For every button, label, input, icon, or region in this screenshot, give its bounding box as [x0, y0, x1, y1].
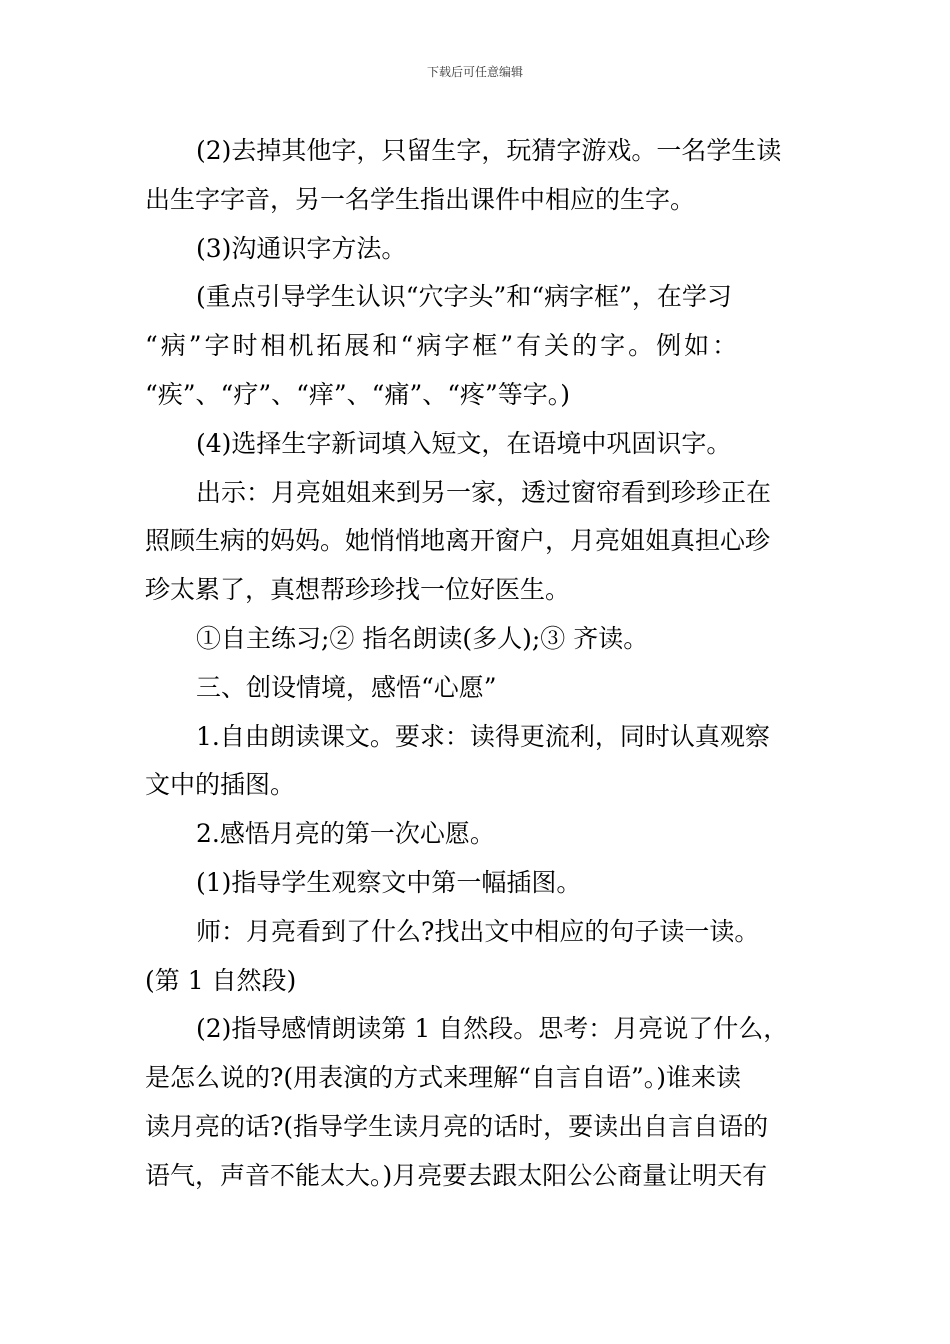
text-line-19: (2)指导感情朗读第 1 自然段。思考：月亮说了什么， [196, 1014, 789, 1044]
text-line-14: 文中的插图。 [145, 770, 296, 800]
text-line-15: 2.感悟月亮的第一次心愿。 [196, 819, 495, 849]
text-line-6: “疾”、“疗”、“痒”、“痛”、“疼”等字。) [145, 379, 571, 409]
text-line-16: (1)指导学生观察文中第一幅插图。 [196, 867, 582, 897]
text-line-12: 三、创设情境，感悟“心愿” [196, 672, 497, 702]
text-line-20: 是怎么说的?(用表演的方式来理解“自言自语”。)谁来读 [145, 1063, 741, 1093]
text-line-11: ①自主练习;② 指名朗读(多人);③ 齐读。 [196, 623, 649, 653]
document-body [145, 127, 807, 1201]
text-line-17: 师：月亮看到了什么?找出文中相应的句子读一读。 [196, 916, 760, 946]
text-line-10: 珍太累了，真想帮珍珍找一位好医生。 [145, 575, 571, 605]
page-header: 下载后可任意编辑 [426, 65, 523, 79]
text-line-9: 照顾生病的妈妈。她悄悄地离开窗户，月亮姐姐真担心珍 [145, 526, 771, 556]
text-line-18: (第 1 自然段) [145, 965, 297, 995]
text-line-3: (3)沟通识字方法。 [196, 233, 407, 263]
text-line-2: 出生字字音，另一名学生指出课件中相应的生字。 [145, 184, 696, 214]
text-line-4: (重点引导学生认识“穴字头”和“病字框”，在学习 [196, 282, 732, 312]
text-line-8: 出示：月亮姐姐来到另一家，透过窗帘看到珍珍正在 [196, 477, 772, 507]
text-line-21: 读月亮的话?(指导学生读月亮的话时，要读出自言自语的 [145, 1111, 769, 1141]
text-line-22: 语气，声音不能太大。)月亮要去跟太阳公公商量让明天有 [145, 1160, 768, 1190]
text-line-5: “病”字时相机拓展和“病字框”有关的字。例如： [145, 331, 741, 361]
text-line-7: (4)选择生字新词填入短文，在语境中巩固识字。 [196, 428, 732, 458]
text-line-1: (2)去掉其他字，只留生字，玩猜字游戏。一名学生读 [196, 136, 782, 165]
text-line-13: 1.自由朗读课文。要求：读得更流利，同时认真观察 [196, 721, 770, 751]
